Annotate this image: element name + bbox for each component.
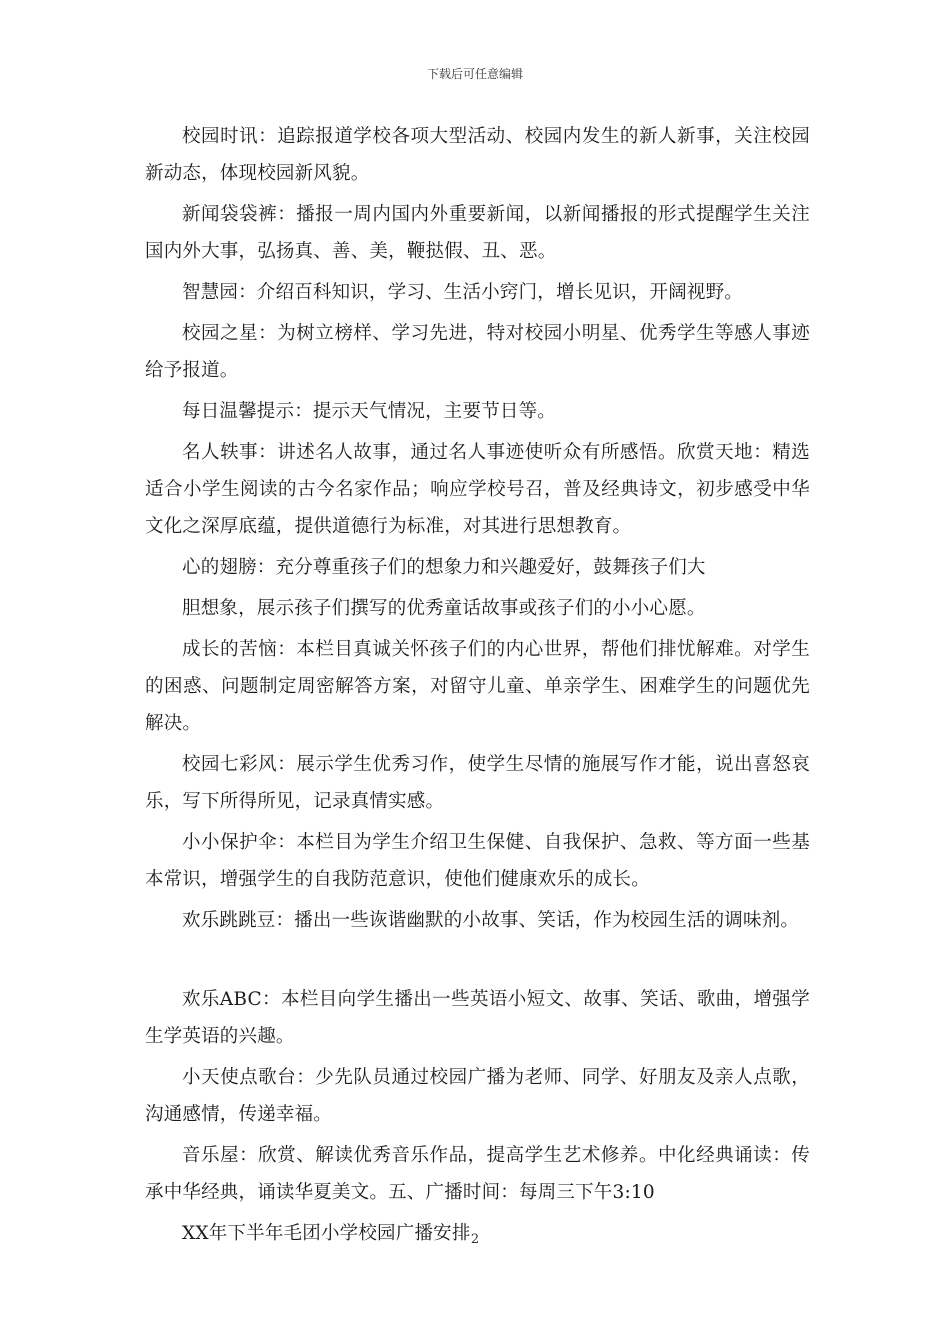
paragraph-news-bag: 新闻袋袋裤：播报一周内国内外重要新闻，以新闻播报的形式提醒学生关注国内外大事，弘扬真、善、美，鞭挞假、丑、恶。	[145, 204, 810, 262]
paragraph-happy-beans: 欢乐跳跳豆：播出一些诙谐幽默的小故事、笑话，作为校园生活的调味剂。	[182, 910, 800, 931]
paragraph-daily-tips: 每日温馨提示：提示天气情况，主要节日等。	[182, 401, 557, 422]
paragraph-wings-of-heart: 心的翅膀：充分尊重孩子们的想象力和兴趣爱好，鼓舞孩子们大	[182, 557, 706, 578]
page-header-note: 下载后可任意编辑	[426, 67, 523, 81]
page-number: 2	[470, 1232, 480, 1247]
paragraph-campus-news: 校园时讯：追踪报道学校各项大型活动、校园内发生的新人新事，关注校园新动态，体现校园新风貌。	[145, 126, 810, 184]
paragraph-music-house: 音乐屋：欣赏、解读优秀音乐作品，提高学生艺术修养。中化经典诵读：传承中华经典，诵读华夏美文。五、广播时间：每周三下午3:10	[145, 1145, 810, 1203]
paragraph-celebrity-anecdotes: 名人轶事：讲述名人故事，通过名人事迹使听众有所感悟。欣赏天地：精选适合小学生阅读的古今名家作品；响应学校号召，普及经典诗文，初步感受中华文化之深厚底蕴，提供道德行为标准，对其进行思想教育。	[145, 442, 810, 537]
paragraph-growing-pains: 成长的苦恼：本栏目真诚关怀孩子们的内心世界，帮他们排忧解难。对学生的困惑、问题制定周密解答方案，对留守儿童、单亲学生、困难学生的问题优先解决。	[145, 639, 810, 734]
paragraph-little-umbrella: 小小保护伞：本栏目为学生介绍卫生保健、自我保护、急救、等方面一些基本常识，增强学生的自我防范意识，使他们健康欢乐的成长。	[145, 832, 810, 890]
paragraph-angel-song-request: 小天使点歌台：少先队员通过校园广播为老师、同学、好朋友及亲人点歌，沟通感情，传递幸福。	[145, 1067, 810, 1125]
paragraph-campus-star: 校园之星：为树立榜样、学习先进，特对校园小明星、优秀学生等感人事迹给予报道。	[145, 323, 810, 381]
paragraph-spacer	[145, 943, 810, 981]
paragraph-wings-of-heart-continued: 胆想象，展示孩子们撰写的优秀童话故事或孩子们的小小心愿。	[182, 598, 706, 619]
document-body	[145, 118, 810, 1256]
paragraph-happy-abc: 欢乐ABC：本栏目向学生播出一些英语小短文、故事、笑话、歌曲，增强学生学英语的兴趣。	[145, 989, 810, 1047]
paragraph-colorful-campus: 校园七彩风：展示学生优秀习作，使学生尽情的施展写作才能，说出喜怒哀乐，写下所得所见，记录真情实感。	[145, 754, 810, 812]
paragraph-schedule-heading: XX年下半年毛团小学校园广播安排	[182, 1223, 471, 1244]
paragraph-wisdom-garden: 智慧园：介绍百科知识，学习、生活小窍门，增长见识，开阔视野。	[182, 282, 744, 303]
